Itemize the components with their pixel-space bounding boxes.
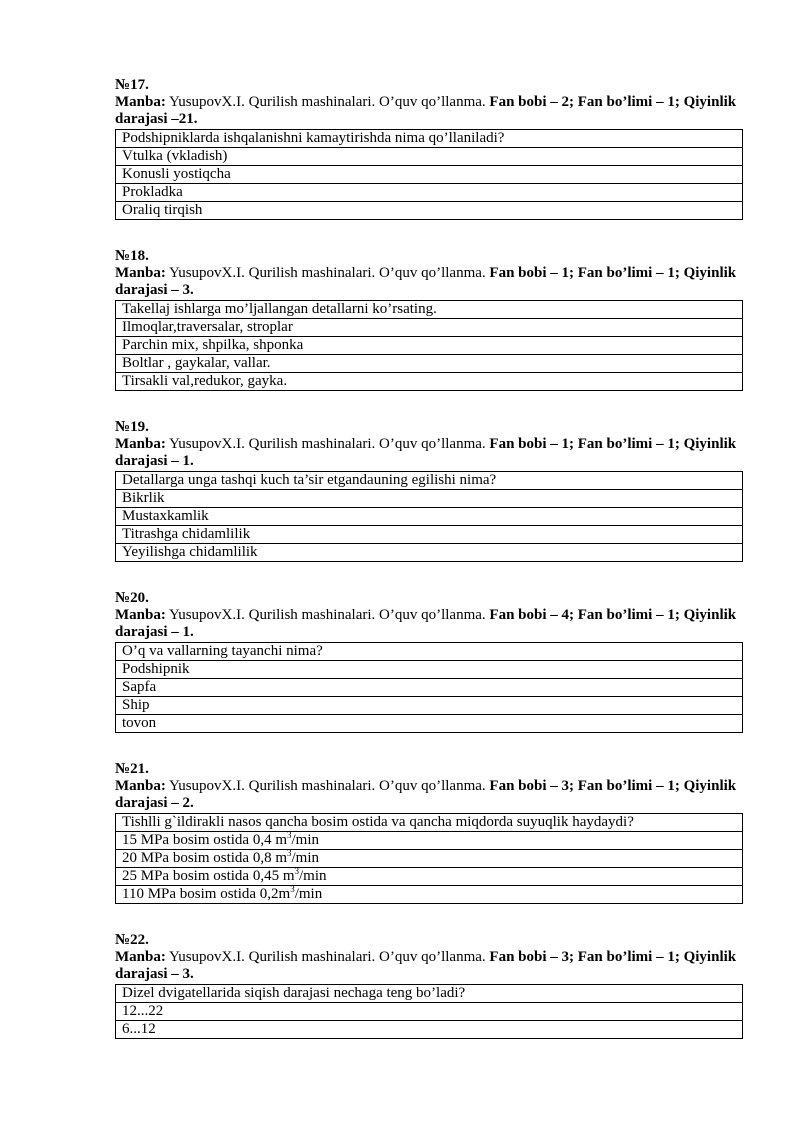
source-text: YusupovX.I. Qurilish mashinalari. O’quv qo’llanma. [165, 265, 490, 281]
source-label: Manba: [115, 265, 166, 281]
answer-option: Oraliq tirqish [116, 202, 743, 220]
table-row [116, 301, 743, 319]
source-label: Manba: [115, 778, 166, 794]
question-number: №18. [115, 248, 149, 264]
answer-option: 20 MPa bosim ostida 0,8 $m^3/\min$ [116, 850, 743, 868]
question-source [115, 265, 743, 299]
table-row [116, 130, 743, 148]
question-block-18 [115, 248, 743, 391]
question-source [115, 949, 743, 983]
table-row [116, 868, 743, 886]
question-block-21 [115, 761, 743, 904]
question-meta: Fan bobi – 4; Fan bo’limi – 1; Qiyinlik darajasi – 1. [115, 607, 737, 640]
table-row [116, 1003, 743, 1021]
table-row [116, 166, 743, 184]
table-row [116, 472, 743, 490]
answer-option: Bikrlik [116, 490, 743, 508]
question-text: O’q va vallarning tayanchi nima? [116, 643, 743, 661]
table-row [116, 337, 743, 355]
source-label: Manba: [115, 949, 166, 965]
question-text: Tishlli g`ildirakli nasos qancha bosim ostida va qancha miqdorda suyuqlik haydaydi? [116, 814, 743, 832]
question-number: №22. [115, 932, 149, 948]
table-row [116, 643, 743, 661]
answer-option: tovon [116, 715, 743, 733]
question-source [115, 607, 743, 641]
table-row [116, 319, 743, 337]
answer-option: Podshipnik [116, 661, 743, 679]
question-text: Detallarga unga tashqi kuch ta’sir etgandauning egilishi nima? [116, 472, 743, 490]
answer-option: 6...12 [116, 1021, 743, 1039]
table-row [116, 679, 743, 697]
answer-option: 15 MPa bosim ostida 0,4 $m^3/\min$ [116, 832, 743, 850]
question-meta: Fan bobi – 1; Fan bo’limi – 1; Qiyinlik darajasi – 1. [115, 436, 737, 469]
question-meta: Fan bobi – 2; Fan bo’limi – 1; Qiyinlik darajasi –21. [115, 94, 737, 127]
table-row [116, 544, 743, 562]
question-block-20 [115, 590, 743, 733]
question-text: Dizel dvigatellarida siqish darajasi nechaga teng bo’ladi? [116, 985, 743, 1003]
question-meta: Fan bobi – 3; Fan bo’limi – 1; Qiyinlik darajasi – 3. [115, 949, 737, 982]
question-table [115, 984, 743, 1039]
answer-option: Vtulka (vkladish) [116, 148, 743, 166]
question-block-19 [115, 419, 743, 562]
question-source [115, 94, 743, 128]
answer-option: 25 MPa bosim ostida 0,45 $m^3/\min$ [116, 868, 743, 886]
table-row [116, 985, 743, 1003]
answer-option: Sapfa [116, 679, 743, 697]
question-block-22 [115, 932, 743, 1039]
question-number: №17. [115, 77, 149, 93]
answer-option: Mustaxkamlik [116, 508, 743, 526]
table-row [116, 886, 743, 904]
question-number: №21. [115, 761, 149, 777]
answer-option: Ilmoqlar,traversalar, stroplar [116, 319, 743, 337]
table-row [116, 490, 743, 508]
question-table [115, 471, 743, 562]
question-meta: Fan bobi – 3; Fan bo’limi – 1; Qiyinlik darajasi – 2. [115, 778, 737, 811]
source-label: Manba: [115, 436, 166, 452]
table-row [116, 715, 743, 733]
answer-option: Boltlar , gaykalar, vallar. [116, 355, 743, 373]
question-table [115, 813, 743, 904]
answer-option: Tirsakli val,redukor, gayka. [116, 373, 743, 391]
question-number: №19. [115, 419, 149, 435]
answer-option: 12...22 [116, 1003, 743, 1021]
question-table [115, 300, 743, 391]
question-table [115, 642, 743, 733]
question-source [115, 436, 743, 470]
table-row [116, 1021, 743, 1039]
question-number: №20. [115, 590, 149, 606]
source-text: YusupovX.I. Qurilish mashinalari. O’quv qo’llanma. [165, 949, 490, 965]
table-row [116, 202, 743, 220]
question-table [115, 129, 743, 220]
source-text: YusupovX.I. Qurilish mashinalari. O’quv qo’llanma. [165, 778, 490, 794]
answer-option: Yeyilishga chidamlilik [116, 544, 743, 562]
source-text: YusupovX.I. Qurilish mashinalari. O’quv qo’llanma. [165, 436, 490, 452]
answer-option: Konusli yostiqcha [116, 166, 743, 184]
question-meta: Fan bobi – 1; Fan bo’limi – 1; Qiyinlik darajasi – 3. [115, 265, 737, 298]
question-source [115, 778, 743, 812]
table-row [116, 373, 743, 391]
question-block-17 [115, 77, 743, 220]
source-text: YusupovX.I. Qurilish mashinalari. O’quv qo’llanma. [165, 94, 490, 110]
answer-option: 110 MPa bosim ostida $0,2m^3/\min$ [116, 886, 743, 904]
answer-option: Prokladka [116, 184, 743, 202]
table-row [116, 526, 743, 544]
table-row [116, 814, 743, 832]
table-row [116, 148, 743, 166]
table-row [116, 355, 743, 373]
table-row [116, 184, 743, 202]
table-row [116, 832, 743, 850]
source-label: Manba: [115, 607, 166, 623]
source-text: YusupovX.I. Qurilish mashinalari. O’quv qo’llanma. [165, 607, 490, 623]
question-text: Takellaj ishlarga mo’ljallangan detallarni ko’rsating. [116, 301, 743, 319]
table-row [116, 661, 743, 679]
answer-option: Parchin mix, shpilka, shponka [116, 337, 743, 355]
answer-option: Titrashga chidamlilik [116, 526, 743, 544]
table-row [116, 850, 743, 868]
answer-option: Ship [116, 697, 743, 715]
question-text: Podshipniklarda ishqalanishni kamaytirishda nima qo’llaniladi? [116, 130, 743, 148]
source-label: Manba: [115, 94, 166, 110]
table-row [116, 697, 743, 715]
table-row [116, 508, 743, 526]
